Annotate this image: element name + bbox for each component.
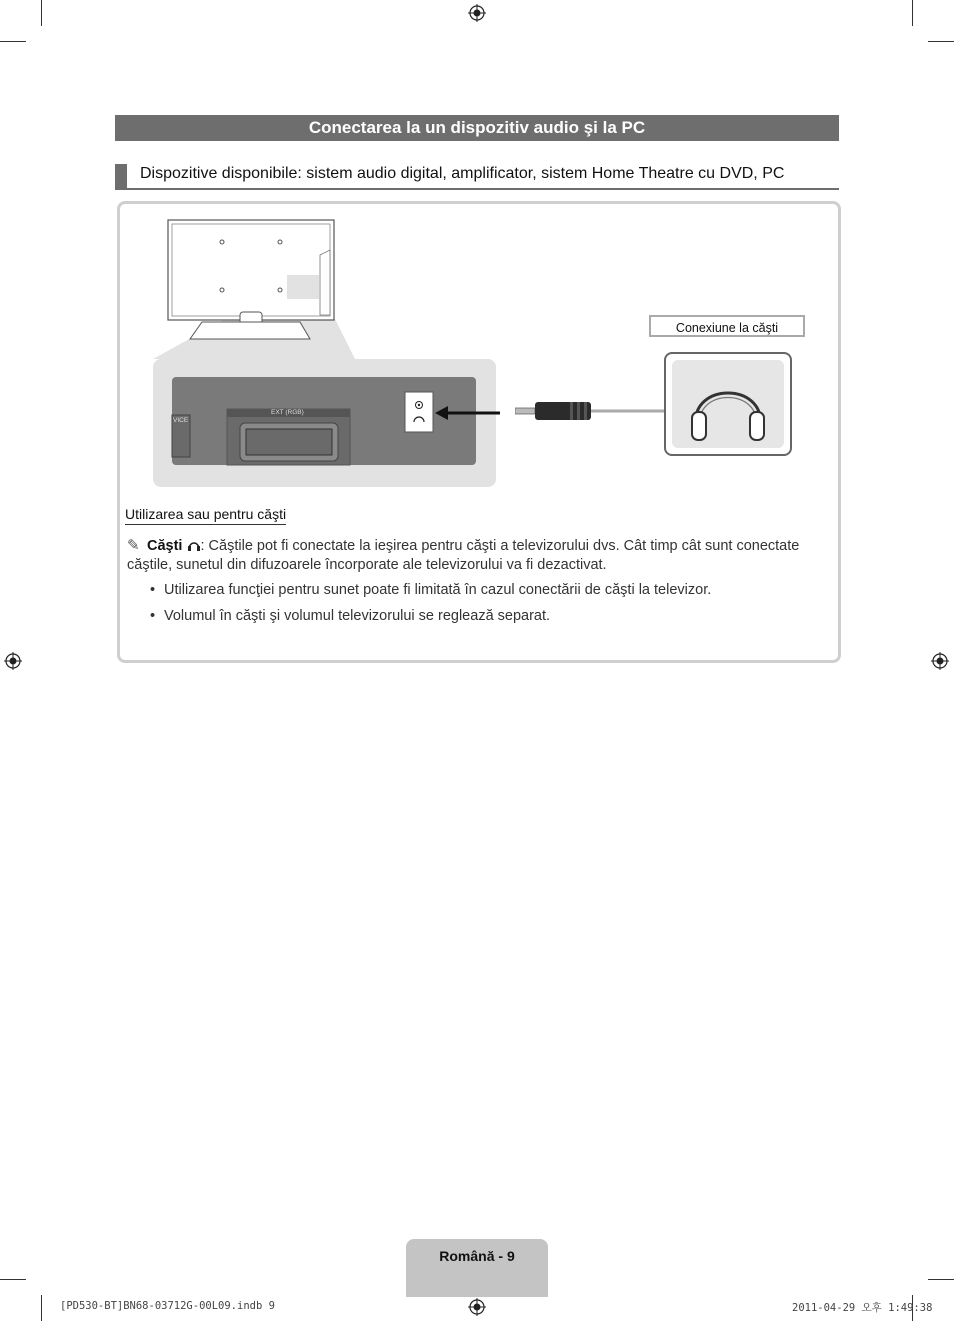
- crop-mark: [0, 41, 26, 42]
- file-info: [PD530-BT]BN68-03712G-00L09.indb 9: [60, 1300, 275, 1312]
- print-timestamp: 2011-04-29 오후 1:49:38: [792, 1302, 933, 1314]
- subheading-text: Dispozitive disponibile: sistem audio digital, amplificator, sistem Home Theatre cu DVD, PC: [140, 165, 785, 182]
- service-port-label: VICE: [173, 417, 189, 424]
- registration-mark-icon: [468, 4, 486, 22]
- pencil-icon: ✎: [127, 537, 140, 554]
- bullet-text: Volumul în căşti şi volumul televizorului se reglează separat.: [164, 608, 551, 624]
- page-number-tab: Română - 9: [406, 1239, 548, 1297]
- usage-title: Utilizarea sau pentru căşti: [125, 506, 286, 525]
- registration-mark-icon: [931, 652, 949, 670]
- headphones-icon: [686, 368, 770, 444]
- subheading: [115, 164, 839, 190]
- headphone-connection-label: Conexiune la căşti: [649, 315, 805, 337]
- crop-mark: [928, 41, 954, 42]
- registration-mark-icon: [468, 1298, 486, 1316]
- headphones-note: [127, 536, 827, 575]
- crop-mark: [41, 1295, 42, 1321]
- crop-mark: [0, 1279, 26, 1280]
- headphone-box: [664, 352, 792, 456]
- section-title: Conectarea la un dispozitiv audio şi la PC: [115, 115, 839, 141]
- crop-mark: [41, 0, 42, 26]
- headphone-plug-icon: [515, 395, 670, 427]
- tv-connection-diagram: [150, 215, 500, 490]
- subheading-marker: [115, 164, 127, 188]
- note-text: : Căştile pot fi conectate la ieşirea pentru căşti a televizorului dvs. Cât timp cât sunt conectate căştile, sunetul din difuzoarele încorporate ale televizorului va fi dezactivat.: [127, 538, 800, 573]
- bullet-icon: •: [150, 608, 156, 624]
- list-item: [150, 607, 830, 626]
- scart-port-label: EXT (RGB): [271, 409, 304, 416]
- note-term: Căşti: [147, 538, 183, 554]
- registration-mark-icon: [4, 652, 22, 670]
- headphone-symbol-icon: [187, 539, 201, 551]
- crop-mark: [912, 0, 913, 26]
- bullet-text: Utilizarea funcţiei pentru sunet poate fi limitată în cazul conectării de căşti la televizor.: [164, 582, 712, 598]
- list-item: [150, 581, 830, 600]
- bullet-icon: •: [150, 582, 156, 598]
- crop-mark: [928, 1279, 954, 1280]
